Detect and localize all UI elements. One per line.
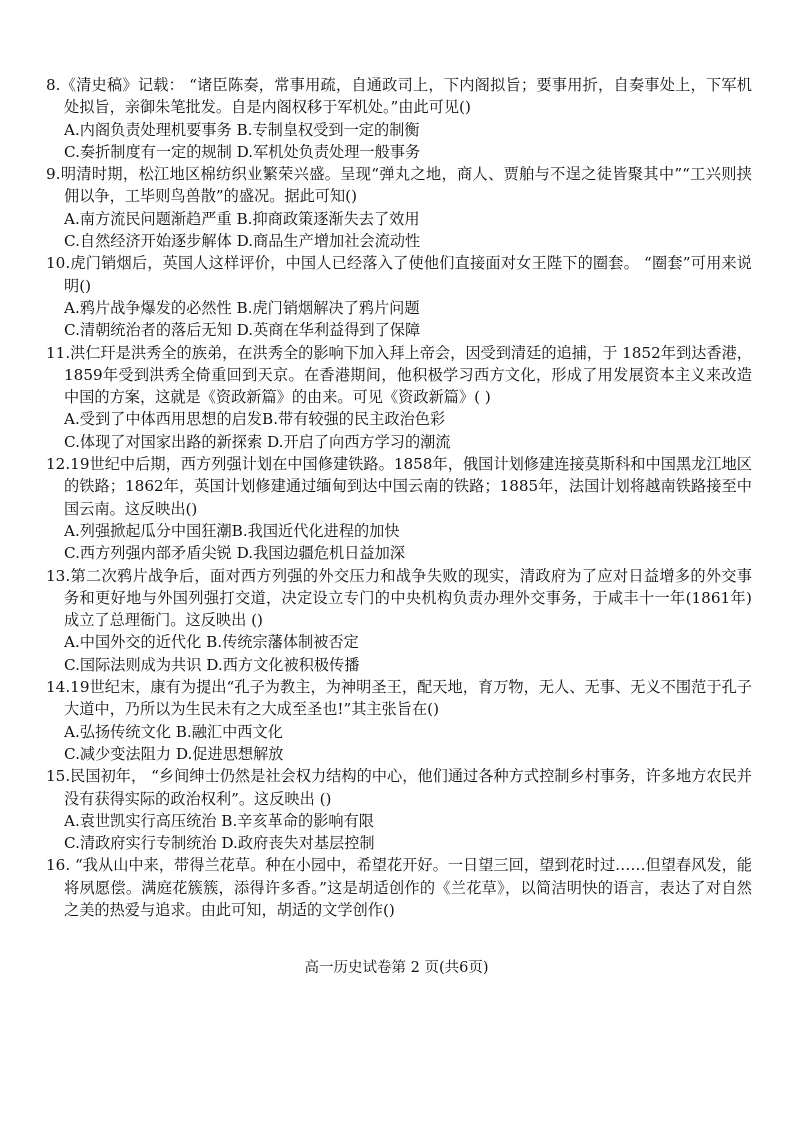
question-10 bbox=[46, 252, 752, 341]
options-row: C.西方列强内部矛盾尖锐 D.我国边疆危机日益加深 bbox=[64, 544, 405, 563]
options-row: A.列强掀起瓜分中国狂潮B.我国近代化进程的加快 bbox=[64, 521, 400, 540]
options-row: A.内阁负责处理机要事务 B.专制皇权受到一定的制衡 bbox=[64, 120, 420, 139]
question-15 bbox=[46, 765, 752, 854]
options-row: C.清政府实行专制统治 D.政府丧失对基层控制 bbox=[64, 834, 375, 853]
options-row: C.国际法则成为共识 D.西方文化被积极传播 bbox=[64, 655, 360, 674]
options-row: A.南方流民问题渐趋严重 B.抑商政策逐渐失去了效用 bbox=[64, 209, 420, 228]
question-12 bbox=[46, 453, 752, 564]
options-row: C.自然经济开始逐步解体 D.商品生产增加社会流动性 bbox=[64, 232, 421, 251]
question-stem: 10.虎门销烟后，英国人这样评价，中国人已经落入了使他们直接面对女王陛下的圈套。 “圈套”可用来说明() bbox=[46, 254, 752, 295]
question-stem: 16. “我从山中来，带得兰花草。种在小园中，希望花开好。一日望三回，望到花时过……但望春风发，能将夙愿偿。满庭花簇簇，添得许多香。”这是胡适创作的《兰花草》，以简洁明快的语言，表达了对自然之美的热爱与追求。由此可知，胡适的文学创作() bbox=[46, 856, 752, 919]
options-row: C.清朝统治者的落后无知 D.英商在华利益得到了保障 bbox=[64, 321, 421, 340]
options-row: C.奏折制度有一定的规制 D.军机处负责处理一般事务 bbox=[64, 142, 421, 161]
options-row: C.体现了对国家出路的新探索 D.开启了向西方学习的潮流 bbox=[64, 432, 451, 451]
question-stem: 15.民国初年， “乡间绅士仍然是社会权力结构的中心，他们通过各种方式控制乡村事务，许多地方农民并没有获得实际的政治权利”。这反映出 () bbox=[46, 767, 752, 808]
question-11 bbox=[46, 342, 752, 453]
question-13 bbox=[46, 565, 752, 676]
options-row: A.袁世凯实行高压统治 B.辛亥革命的影响有限 bbox=[64, 811, 374, 830]
question-stem: 12.19世纪中后期，西方列强计划在中国修建铁路。1858年，俄国计划修建连接莫斯科和中国黑龙江地区的铁路；1862年，英国计划修建通过缅甸到达中国云南的铁路；1885年，法国计划将越南铁路接至中国云南。这反映出() bbox=[46, 455, 752, 518]
question-stem: 14.19世纪末，康有为提出“孔子为教主，为神明圣王，配天地，育万物，无人、无事、无义不围范于孔子大道中，乃所以为生民未有之大成至圣也!”其主张旨在() bbox=[46, 678, 752, 719]
question-stem: 8.《清史稿》记载： “诸臣陈奏，常事用疏，自通政司上，下内阁拟旨；要事用折，自奏事处上，下军机处拟旨，亲御朱笔批发。自是内阁权移于军机处。”由此可见() bbox=[46, 76, 752, 117]
question-stem: 11.洪仁玕是洪秀全的族弟，在洪秀全的影响下加入拜上帝会，因受到清廷的追捕，于 1852年到达香港，1859年受到洪秀全倚重回到天京。在香港期间，他积极学习西方文化，形成了用发展资本主义来改造中国的方案，这就是《资政新篇》的由来。可见《资政新篇》( ) bbox=[46, 343, 752, 407]
question-8 bbox=[46, 74, 752, 163]
options-row: A.鸦片战争爆发的必然性 B.虎门销烟解决了鸦片问题 bbox=[64, 298, 420, 317]
question-stem: 9.明清时期，松江地区棉纺织业繁荣兴盛。呈现“弹丸之地，商人、贾舶与不逞之徒皆聚其中”“工兴则挟佣以争，工毕则鸟兽散”的盛况。据此可知() bbox=[46, 165, 752, 206]
question-list bbox=[46, 74, 752, 921]
question-16 bbox=[46, 854, 752, 921]
page-footer: 高一历史试卷第 2 页(共6页) bbox=[304, 960, 489, 976]
question-stem: 13.第二次鸦片战争后，面对西方列强的外交压力和战争失败的现实，清政府为了应对日益增多的外交事务和更好地与外国列强打交道，决定设立专门的中央机构负责办理外交事务，于咸丰十一年(1861年)成立了总理衙门。这反映出 () bbox=[46, 566, 752, 630]
options-row: A.中国外交的近代化 B.传统宗藩体制被否定 bbox=[64, 633, 359, 652]
options-row: C.减少变法阻力 D.促进思想解放 bbox=[64, 744, 284, 763]
options-row: A.受到了中体西用思想的启发B.带有较强的民主政治色彩 bbox=[64, 410, 446, 429]
options-row: A.弘扬传统文化 B.融汇中西文化 bbox=[64, 722, 283, 741]
question-14 bbox=[46, 676, 752, 765]
question-9 bbox=[46, 163, 752, 252]
